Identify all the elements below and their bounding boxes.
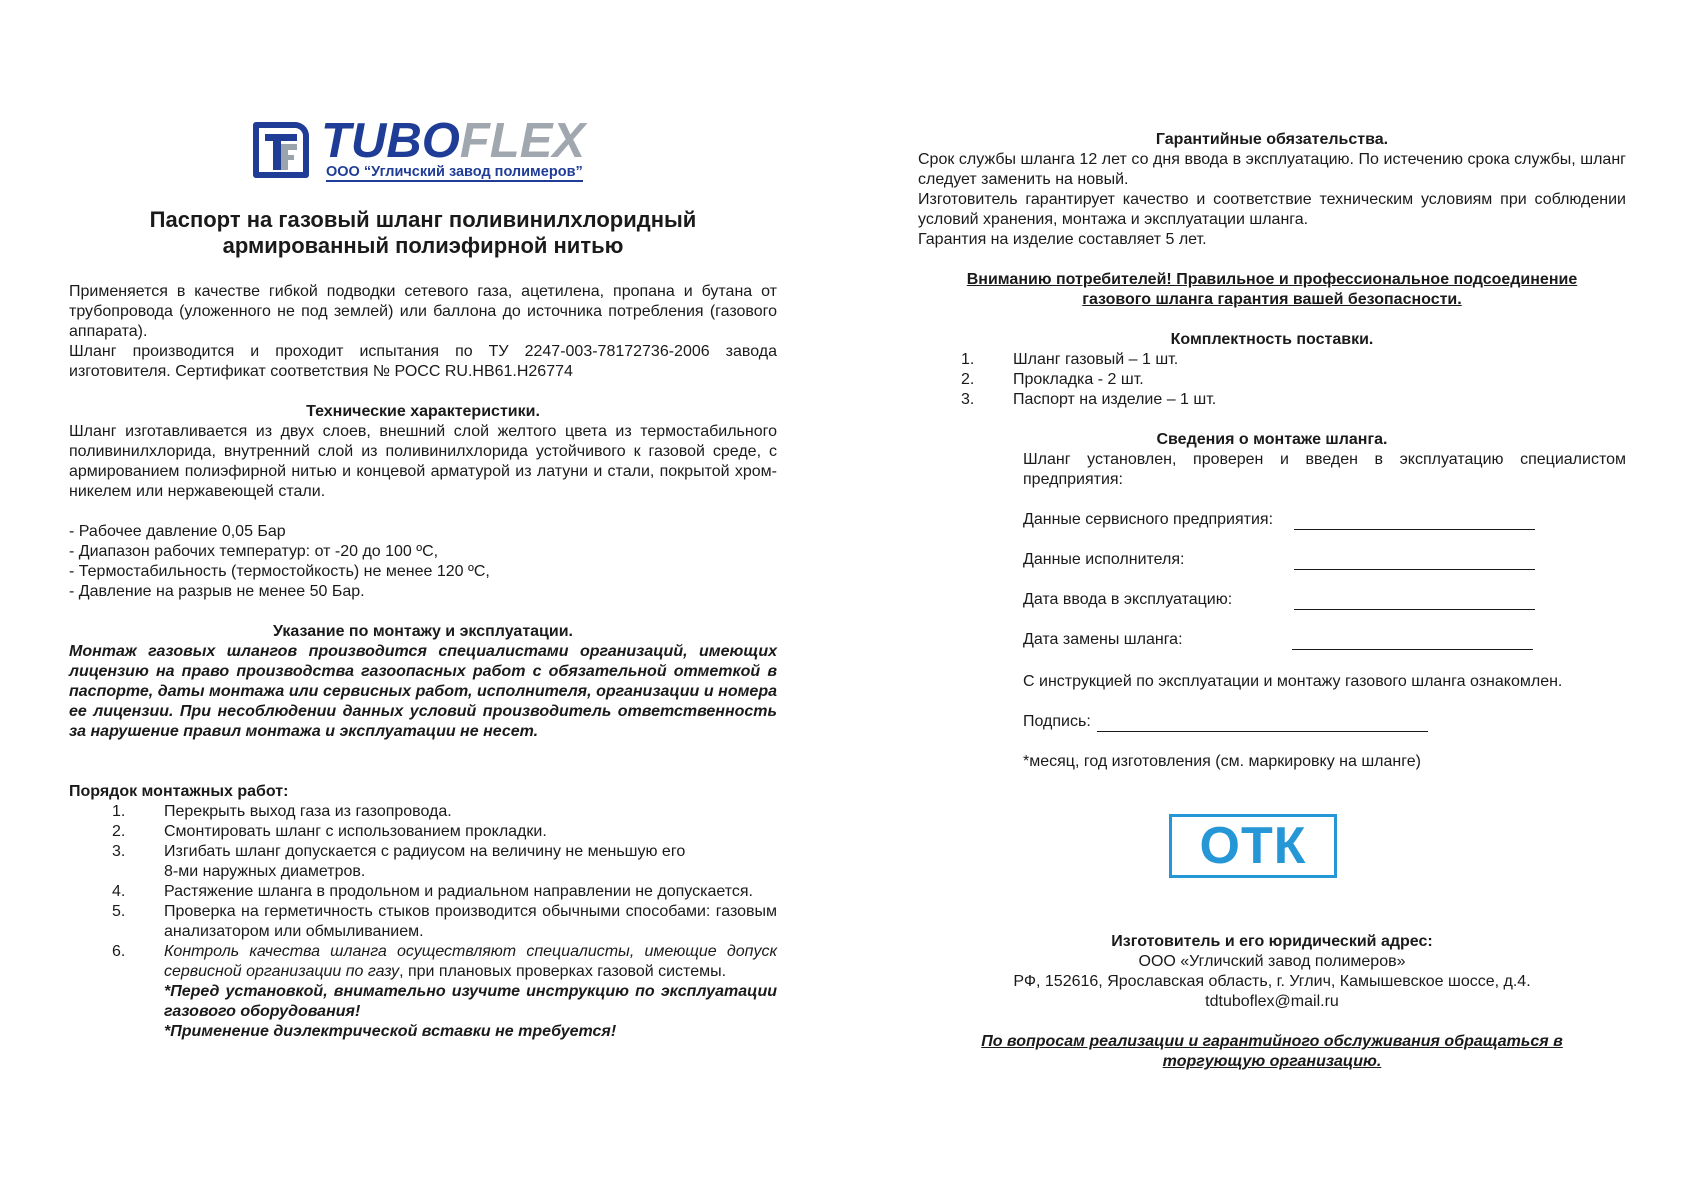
procedure-heading: Порядок монтажных работ: [69,783,289,800]
procedure-note: *Применение диэлектрической вставки не требуется! [164,1023,617,1040]
install-heading: Указание по монтажу и эксплуатации. [273,623,573,640]
manufacturer-address: РФ, 152616, Ярославская область, г. Углич, Камышевское шоссе, д.4. [1013,973,1531,990]
procedure-list [69,802,777,1042]
document-title: Паспорт на газовый шланг поливинилхлоридный армированный полиэфирной нитью [149,207,697,258]
service-company-field[interactable]: Данные сервисного предприятия: [1023,510,1623,530]
warranty-text: Срок службы шланга 12 лет со дня ввода в эксплуатацию. По истечению срока службы, шланг следует заменить на новый. Изготовитель гарантирует качество и соответствие техническим условиям при соблюдении условий хранения, монтажа и эксплуатации шланга. Гарантия на изделие составляет 5 лет. [918,151,1626,248]
manufacturer-name: ООО «Угличский завод полимеров» [1138,953,1406,970]
attention-notice: Вниманию потребителей! Правильное и профессиональное подсоединение газового шланга гарантия вашей безопасности. [966,271,1578,308]
commissioning-date-input-line[interactable] [1294,609,1535,610]
otk-stamp: ОТК [1169,814,1337,878]
list-item: 5. Проверка на герметичность стыков производится обычными способами: газовым анализатором или обмыливанием. [112,903,777,940]
intro-paragraph: Применяется в качестве гибкой подводки сетевого газа, ацетилена, пропана и бутана от трубопровода (уложенного не под землей) или баллона до источника потребления (газового аппарата). Шланг производится и проходит испытания по ТУ 2247-003-78172736-2006 завода изготовителя. Сертификат соответствия № РОСС RU.НВ61.Н26774 [69,283,777,380]
tech-heading: Технические характеристики. [306,403,540,420]
acknowledgement-text: С инструкцией по эксплуатации и монтажу газового шланга ознакомлен. [1023,673,1563,690]
replacement-date-input-line[interactable] [1292,649,1533,650]
list-item: 6. Контроль качества шланга осуществляют специалисты, имеющие допуск сервисной организации по газу, при плановых проверках газовой системы. [112,943,777,980]
signature-field[interactable]: Подпись: [1023,712,1623,732]
list-item: 3. Паспорт на изделие – 1 шт. [961,391,1217,408]
manufacturer-email: tdtuboflex@mail.ru [1205,993,1339,1010]
manufacture-date-footnote: *месяц, год изготовления (см. маркировку на шланге) [1023,753,1421,770]
install-text: Монтаж газовых шлангов производится специалистами организаций, имеющих лицензию на право производства газоопасных работ с обязательной отметкой в паспорте, даты монтажа или сервисных работ, исполнителя, организации и номера ее лицензии. При несоблюдении данных условий производитель ответственность за нарушение правил монтажа и эксплуатации не несет. [69,643,777,740]
list-item: 1. Перекрыть выход газа из газопровода. [112,803,452,820]
tech-specs [69,522,777,602]
spec-item: - Рабочее давление 0,05 Бар [69,523,286,540]
brand-name: TUBOFLEX [321,114,586,168]
service-note: По вопросам реализации и гарантийного обслуживания обращаться в торгующую организацию. [981,1033,1563,1070]
list-item: 2. Смонтировать шланг с использованием прокладки. [112,823,547,840]
list-item: 2. Прокладка - 2 шт. [961,371,1144,388]
procedure-note: *Перед установкой, внимательно изучите инструкцию по эксплуатации газового оборудования! [164,983,777,1020]
replacement-date-field[interactable]: Дата замены шланга: [1023,630,1623,650]
spec-item: - Давление на разрыв не менее 50 Бар. [69,583,365,600]
tuboflex-logo [253,114,613,184]
manufacturer-info [918,952,1626,1012]
brand-subtitle: ООО “Угличский завод полимеров” [326,164,583,180]
signature-input-line[interactable] [1097,731,1428,732]
mounting-heading: Сведения о монтаже шланга. [1156,431,1388,448]
executor-field[interactable]: Данные исполнителя: [1023,550,1623,570]
manufacturer-heading: Изготовитель и его юридический адрес: [1111,933,1433,950]
package-list [918,350,1626,410]
spec-item: - Термостабильность (термостойкость) не менее 120 ºС, [69,563,490,580]
service-company-input-line[interactable] [1294,529,1535,530]
commissioning-date-field[interactable]: Дата ввода в эксплуатацию: [1023,590,1623,610]
package-heading: Комплектность поставки. [1170,331,1374,348]
list-item: 4. Растяжение шланга в продольном и радиальном направлении не допускается. [112,883,753,900]
warranty-heading: Гарантийные обязательства. [1155,131,1389,148]
tf-logo-icon [253,122,309,178]
mounting-text: Шланг установлен, проверен и введен в эксплуатацию специалистом предприятия: [1023,451,1626,488]
executor-input-line[interactable] [1294,569,1535,570]
spec-item: - Диапазон рабочих температур: от -20 до 100 ºС, [69,543,439,560]
list-item: 1. Шланг газовый – 1 шт. [961,351,1179,368]
tech-text: Шланг изготавливается из двух слоев, внешний слой желтого цвета из термостабильного поливинилхлорида, внутренний слой из поливинилхлорида устойчивого к газовой среде, с армированием полиэфирной нитью и концевой арматурой из латуни и стали, покрытой хром-никелем или нержавеющей стали. [69,423,777,500]
list-item: 3. Изгибать шланг допускается с радиусом на величину не меньшую его 8-ми наружных диаметров. [112,843,686,880]
